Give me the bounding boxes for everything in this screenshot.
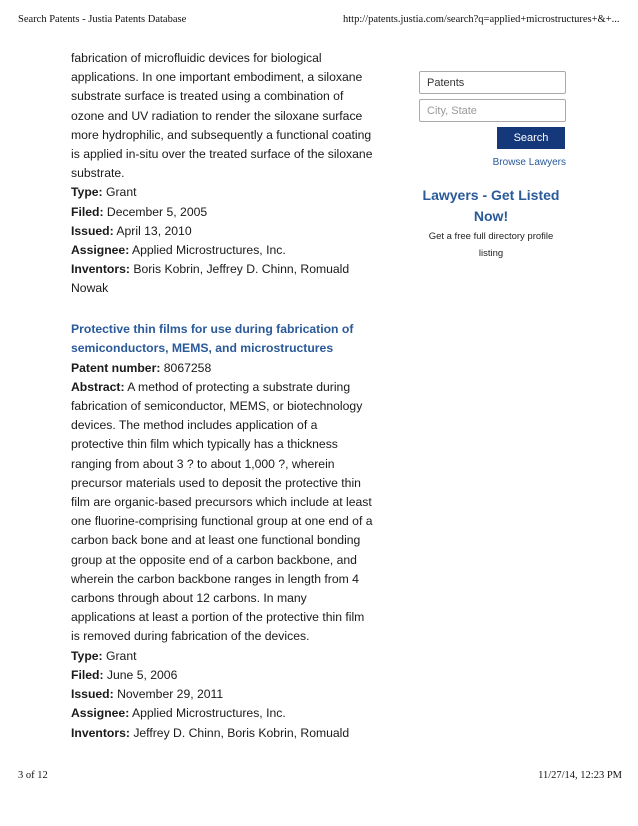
lawyers-description bbox=[411, 228, 571, 262]
practice-area-input[interactable] bbox=[419, 71, 566, 94]
result-abstract bbox=[71, 49, 393, 183]
result-issued bbox=[71, 222, 393, 241]
abstract-first-line: A method of protecting a substrate during bbox=[127, 379, 351, 394]
lawyers-get-listed-link[interactable] bbox=[411, 185, 571, 227]
abstract-line: fabrication of microfluidic devices for biological bbox=[71, 51, 322, 65]
abstract-line: substrate. bbox=[71, 166, 125, 181]
abstract-line bbox=[71, 378, 393, 397]
issued-label: Issued: bbox=[71, 223, 114, 238]
issued-label: Issued: bbox=[71, 687, 114, 702]
assignee-label: Assignee: bbox=[71, 243, 130, 258]
inventors-label: Inventors: bbox=[71, 725, 130, 740]
abstract-line: substrate surface is treated using a combination of bbox=[71, 89, 344, 104]
result-inventors-cont: Nowak bbox=[71, 281, 109, 296]
result-inventors bbox=[71, 260, 393, 279]
type-label: Type: bbox=[71, 185, 103, 200]
assignee-value: Applied Microstructures, Inc. bbox=[131, 243, 286, 258]
assignee-value: Applied Microstructures, Inc. bbox=[131, 706, 286, 721]
print-footer bbox=[18, 770, 622, 784]
abstract-line: is removed during fabrication of the devices. bbox=[71, 629, 310, 644]
location-input[interactable] bbox=[419, 99, 566, 122]
type-value: Grant bbox=[106, 185, 137, 200]
abstract-line: fabrication of semiconductor, MEMS, or biotechnology bbox=[71, 399, 363, 414]
filed-value: June 5, 2006 bbox=[106, 667, 178, 682]
abstract-line: devices. The method includes application of a bbox=[71, 418, 318, 433]
print-header-title: Search Patents - Justia Patents Database bbox=[18, 14, 187, 25]
abstract-line: applications at least a portion of the protective thin film bbox=[71, 610, 365, 625]
result-abstract bbox=[71, 378, 393, 647]
filed-value: December 5, 2005 bbox=[106, 204, 208, 219]
lawyers-desc-line: listing bbox=[478, 248, 504, 259]
abstract-line: protective thin film which typically has a thickness bbox=[71, 437, 338, 452]
abstract-label: Abstract: bbox=[71, 379, 125, 394]
result-assignee bbox=[71, 704, 393, 723]
filed-label: Filed: bbox=[71, 667, 104, 682]
result-issued bbox=[71, 685, 393, 704]
abstract-line: applications. In one important embodiment, a siloxane bbox=[71, 70, 363, 85]
inventors-value: Jeffrey D. Chinn, Boris Kobrin, Romuald bbox=[133, 725, 350, 740]
result-patent-number bbox=[71, 359, 393, 378]
issued-value: April 13, 2010 bbox=[116, 223, 192, 238]
abstract-line: carbon back bone and at least one functional bonding bbox=[71, 533, 361, 548]
browse-lawyers-link[interactable]: Browse Lawyers bbox=[492, 157, 566, 168]
print-date: 11/27/14, 12:23 PM bbox=[538, 770, 622, 781]
abstract-line: more hydrophilic, and subsequently a functional coating bbox=[71, 127, 372, 142]
result-type bbox=[71, 183, 393, 202]
abstract-line: one fluorine-comprising functional group at one end of a bbox=[71, 514, 373, 529]
patent-title-line: Protective thin films for use during fabrication of bbox=[71, 322, 354, 337]
abstract-line: ozone and UV radiation to render the siloxane surface bbox=[71, 108, 363, 123]
lawyer-search-sidebar bbox=[419, 71, 566, 262]
patent-number-label: Patent number: bbox=[71, 360, 161, 375]
issued-value: November 29, 2011 bbox=[117, 687, 224, 702]
result-filed bbox=[71, 203, 393, 222]
inventors-label: Inventors: bbox=[71, 262, 130, 277]
inventors-value: Boris Kobrin, Jeffrey D. Chinn, Romuald bbox=[133, 262, 350, 277]
lawyers-heading-line: Now! bbox=[473, 208, 509, 224]
lawyers-heading-line: Lawyers - Get Listed bbox=[422, 187, 560, 203]
result-assignee bbox=[71, 241, 393, 260]
abstract-line: carbons through about 12 carbons. In many bbox=[71, 591, 307, 606]
search-results bbox=[71, 49, 393, 743]
search-button[interactable]: Search bbox=[497, 127, 565, 149]
abstract-line: ranging from about 3 ? to about 1,000 ?, wherein bbox=[71, 456, 335, 471]
patent-title-link[interactable] bbox=[71, 320, 393, 358]
type-label: Type: bbox=[71, 648, 103, 663]
filed-label: Filed: bbox=[71, 204, 104, 219]
abstract-line: group at the opposite end of a carbon backbone, and bbox=[71, 552, 357, 567]
result-item bbox=[71, 320, 393, 742]
print-header-url: http://patents.justia.com/search?q=applied+microstructures+&+... bbox=[343, 14, 620, 25]
abstract-line: wherein the carbon backbone ranges in length from 4 bbox=[71, 571, 359, 586]
abstract-line: is applied in-situ over the treated surface of the siloxane bbox=[71, 147, 373, 162]
lawyers-desc-line: Get a free full directory profile bbox=[428, 231, 554, 242]
page-count: 3 of 12 bbox=[18, 770, 48, 781]
patent-number-value: 8067258 bbox=[163, 360, 212, 375]
abstract-line: film are organic-based precursors which include at least bbox=[71, 495, 372, 510]
result-filed bbox=[71, 666, 393, 685]
result-item bbox=[71, 49, 393, 299]
result-inventors bbox=[71, 724, 393, 743]
type-value: Grant bbox=[106, 648, 137, 663]
patent-title-line: semiconductors, MEMS, and microstructures bbox=[71, 341, 334, 356]
print-header bbox=[18, 14, 624, 28]
abstract-line: precursor materials used to deposit the protective thin bbox=[71, 475, 361, 490]
result-separator bbox=[71, 299, 393, 319]
assignee-label: Assignee: bbox=[71, 706, 130, 721]
result-type bbox=[71, 647, 393, 666]
